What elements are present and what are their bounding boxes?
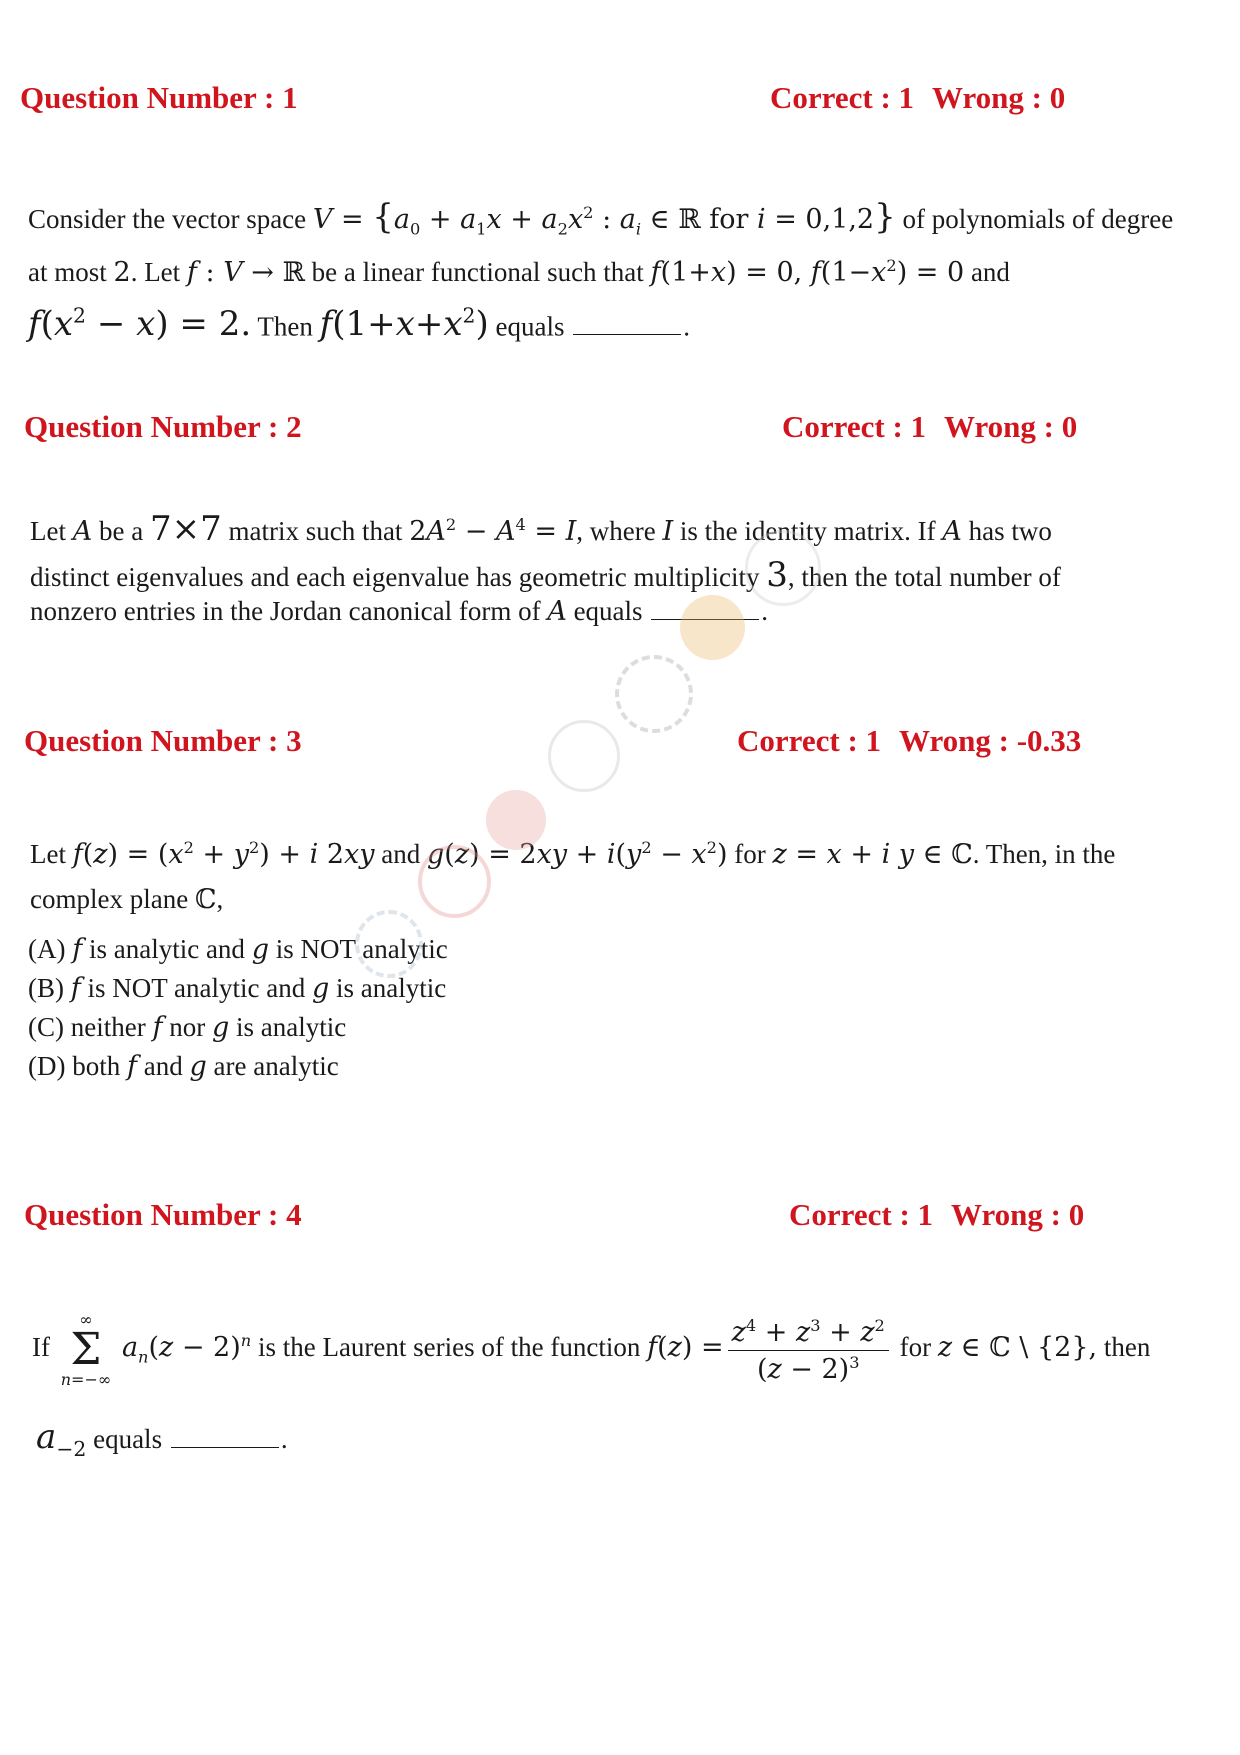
question-1-marks — [770, 80, 1065, 116]
watermark-seal — [745, 530, 821, 606]
wrong-marks: Wrong : 0 — [932, 80, 1066, 115]
q2-line-2: distinct eigenvalues and each eigenvalue has geometric multiplicity 3, then the total number of — [30, 555, 1061, 595]
correct-marks: Correct : 1 — [770, 80, 915, 115]
watermark-seal — [680, 595, 745, 660]
question-number-label: Question Number : 1 — [20, 80, 298, 115]
fraction: $\frac{z^4 + z^3 + z^2}{(z - 2)^3}$ — [728, 1318, 889, 1383]
wrong-marks: Wrong : 0 — [951, 1197, 1085, 1232]
q3-option-c: (C) neither f nor g is analytic — [28, 1012, 347, 1043]
question-1-header — [20, 80, 298, 116]
question-3-header — [24, 723, 302, 759]
answer-blank — [573, 334, 681, 335]
q3-line-2: complex plane ℂ, — [30, 884, 224, 915]
question-2-marks — [782, 409, 1077, 445]
wrong-marks: Wrong : -0.33 — [899, 723, 1082, 758]
question-2-header — [24, 409, 302, 445]
watermark-seal — [355, 910, 423, 978]
question-number-label: Question Number : 4 — [24, 1197, 302, 1232]
q2-line-1: Let A be a 7×7 matrix such that $2A^2 - A^4 = I$, where I is the identity matrix. If A has two — [30, 509, 1052, 549]
q4-line-2: $a_{-2}$ equals . — [36, 1417, 288, 1461]
q4-line-1: If ∞ Σ n=−∞ $a_n(z - 2)^n$ is the Laurent series of the function f(z) = $\frac{z^4 + z^3 + z^2}{(z - 2)^3}$ for z ∈ ℂ \ {2}, then — [32, 1310, 1151, 1389]
question-number-label: Question Number : 2 — [24, 409, 302, 444]
watermark-seal — [418, 845, 491, 918]
watermark-seal — [548, 720, 620, 792]
q3-option-d: (D) both f and g are analytic — [28, 1051, 339, 1082]
q3-option-b: (B) f is NOT analytic and g is analytic — [28, 973, 447, 1004]
q2-line-3: nonzero entries in the Jordan canonical form of A equals . — [30, 596, 769, 627]
correct-marks: Correct : 1 — [737, 723, 882, 758]
wrong-marks: Wrong : 0 — [944, 409, 1078, 444]
correct-marks: Correct : 1 — [782, 409, 927, 444]
q1-line-3: $f(x^2 - x) = 2$. Then $f(1+x+x^2)$ equals . — [28, 304, 690, 345]
answer-blank — [171, 1447, 279, 1448]
question-4-header — [24, 1197, 302, 1233]
q1-line-2: at most 2. Let f : V → ℝ be a linear functional such that f(1+x) = 0, $f(1-x^2) = 0$ and — [28, 256, 1010, 288]
question-4-marks — [789, 1197, 1084, 1233]
q1-line-1: Consider the vector space $V = \{a_0 + a_1x + a_2x^2$ : $a_i$ ∈ ℝ for i = 0,1,2} of polynomials of degree — [28, 197, 1174, 239]
question-number-label: Question Number : 3 — [24, 723, 302, 758]
question-3-marks — [737, 723, 1081, 759]
watermark-seal — [486, 790, 546, 850]
correct-marks: Correct : 1 — [789, 1197, 934, 1232]
q3-line-1: Let $f(z) = (x^2 + y^2) + i$ 2xy and $g(z) = 2xy + i(y^2 - x^2)$ for z = x + i y ∈ ℂ. Then, in the — [30, 838, 1116, 870]
summation: ∞ Σ n=−∞ — [60, 1310, 112, 1389]
watermark-seal — [615, 655, 693, 733]
q3-option-a: (A) f is analytic and g is NOT analytic — [28, 934, 448, 965]
